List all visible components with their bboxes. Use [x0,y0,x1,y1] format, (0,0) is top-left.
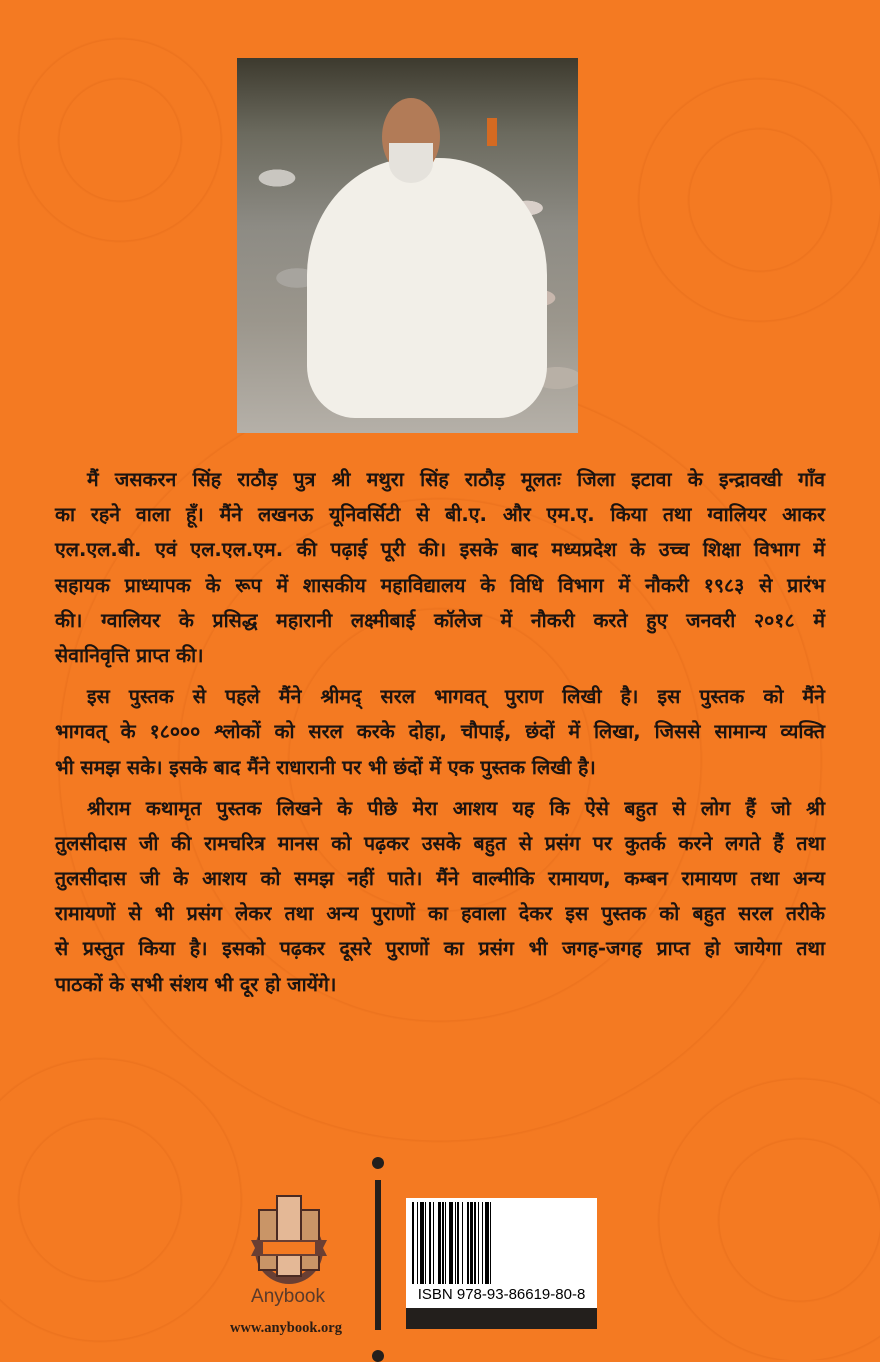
isbn-number: ISBN 978-93-86619-80-8 [417,1286,586,1303]
text-line: भी समझ सके। इसके बाद मैंने राधारानी पर भी छंदों में एक पुस्तक लिखी है। [55,755,596,779]
text-line: से प्रस्तुत किया है। इसको पढ़कर दूसरे पुराणों का प्रसंग भी जगह-जगह प्राप्त हो जायेगा तथा [55,937,825,961]
text-line: तुलसीदास जी की रामचरित्र मानस को पढ़कर उसके बहुत से प्रसंग पर कुतर्क करने लगते हैं तथा [55,831,825,855]
text-line: रामायणों से भी प्रसंग लेकर तथा अन्य पुराणों का हवाला देकर इस पुस्तक को बहुत सरल तरीके [55,902,825,926]
barcode-stripe [491,1202,493,1284]
text-line: एल.एल.बी. एवं एल.एल.एम. की पढ़ाई पूरी की। इसके बाद मध्यप्रदेश के उच्च शिक्षा विभाग में [55,538,825,562]
barcode-bars [412,1202,591,1284]
bio-paragraph-3 [55,791,825,1002]
divider-dot-bottom [372,1350,384,1362]
publisher-name: Anybook [251,1286,325,1307]
text-line: की। ग्वालियर के प्रसिद्ध महारानी लक्ष्मीबाई कॉलेज में नौकरी करते हुए जनवरी २०१८ में [55,608,825,632]
text-line: तुलसीदास जी के आशय को समझ नहीं पाते। मैंने वाल्मीकि रामायण, कम्बन रामायण तथा अन्य [55,867,825,891]
text-line: मैं जसकरन सिंह राठौड़ पुत्र श्री मथुरा सिंह राठौड़ मूलतः जिला इटावा के इन्द्रावखी गाँव [87,468,825,491]
bio-paragraph-2 [55,679,825,785]
vertical-divider [375,1180,381,1330]
divider-dot-top [372,1157,384,1169]
text-line: पाठकों के सभी संशय भी दूर हो जायेंगे। [55,972,337,996]
publisher-url: www.anybook.org [230,1320,342,1336]
author-photo [237,58,578,433]
barcode-bottom-bar [406,1308,597,1329]
text-line: श्रीराम कथामृत पुस्तक लिखने के पीछे मेरा आशय यह कि ऐसे बहुत से लोग हैं जो श्री [87,796,825,820]
text-line: सेवानिवृत्ति प्राप्त की। [55,643,204,667]
photo-author-beard [389,143,433,183]
text-line: भागवत् के १८००० श्लोकों को सरल करके दोहा, चौपाई, छंदों में लिखा, जिससे सामान्य व्यक्ति [55,720,825,744]
photo-background-figure [487,118,497,146]
text-line: का रहने वाला हूँ। मैंने लखनऊ यूनिवर्सिटी से बी.ए. और एम.ए. किया तथा ग्वालियर आकर [55,503,825,527]
photo-author-robe [307,158,547,418]
wooden-planks-logo-icon [245,1188,333,1288]
text-line: सहायक प्राध्यापक के रूप में शासकीय महाविद्यालय के विधि विभाग में नौकरी १९८३ से प्रारंभ [55,573,825,597]
isbn-barcode [406,1198,597,1329]
text-line: इस पुस्तक से पहले मैंने श्रीमद् सरल भागवत् पुराण लिखी है। इस पुस्तक को मैंने [87,685,825,709]
bio-paragraph-1 [55,462,825,673]
author-bio [55,462,825,1002]
